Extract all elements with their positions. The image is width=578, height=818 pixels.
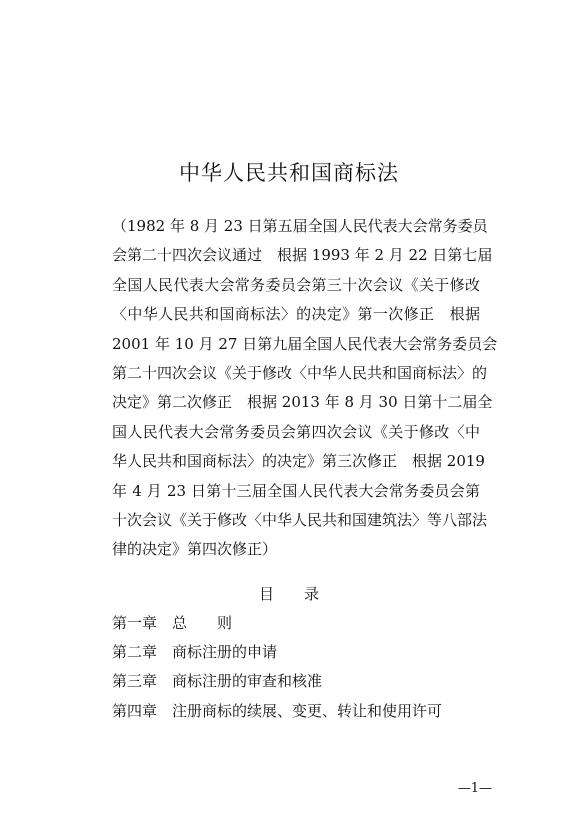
preface-line: 年 4 月 23 日第十三届全国人民代表大会常务委员会第 [112,481,480,500]
toc-chapter-title: 总 则 [172,614,233,632]
page-number: —1— [457,781,492,796]
toc-heading: 目 录 [258,585,319,603]
toc-item[interactable] [112,697,492,726]
preface [112,212,498,565]
preface-line: （1982 年 8 月 23 日第五届全国人民代表大会常务委员 [112,217,488,235]
toc-chapter-title: 注册商标的续展、变更、转让和使用许可 [172,701,443,720]
toc-chapter-title: 商标注册的审查和核准 [172,672,323,691]
preface-line: 2001 年 10 月 27 日第九届全国人民代表大会常务委员会 [112,334,498,353]
preface-line: 律的决定》第四次修正） [112,540,278,559]
preface-line: 第二十四次会议《关于修改〈中华人民共和国商标法〉的 [112,363,488,382]
preface-line: 十次会议《关于修改〈中华人民共和国建筑法〉等八部法 [112,510,488,529]
toc-chapter-number: 第二章 [112,643,158,662]
document-title: 中华人民共和国商标法 [179,161,399,185]
preface-line: 国人民代表大会常务委员会第四次会议《关于修改〈中 [112,422,480,441]
toc-item[interactable] [112,667,492,696]
toc-chapter-title: 商标注册的申请 [172,643,278,662]
preface-line: 全国人民代表大会常务委员会第三十次会议《关于修改 [112,275,480,294]
preface-line: 〈中华人民共和国商标法〉的决定》第一次修正 根据 [112,305,480,324]
preface-line: 会第二十四次会议通过 根据 1993 年 2 月 22 日第七届 [112,246,493,265]
toc-item[interactable] [112,609,492,638]
preface-line: 决定》第二次修正 根据 2013 年 8 月 30 日第十二届全 [112,393,493,412]
toc-chapter-number: 第四章 [112,701,158,720]
toc-item[interactable] [112,638,492,667]
preface-line: 华人民共和国商标法〉的决定》第三次修正 根据 2019 [112,452,485,471]
toc-chapter-number: 第三章 [112,672,158,691]
table-of-contents [112,609,492,726]
toc-chapter-number: 第一章 [112,614,158,632]
